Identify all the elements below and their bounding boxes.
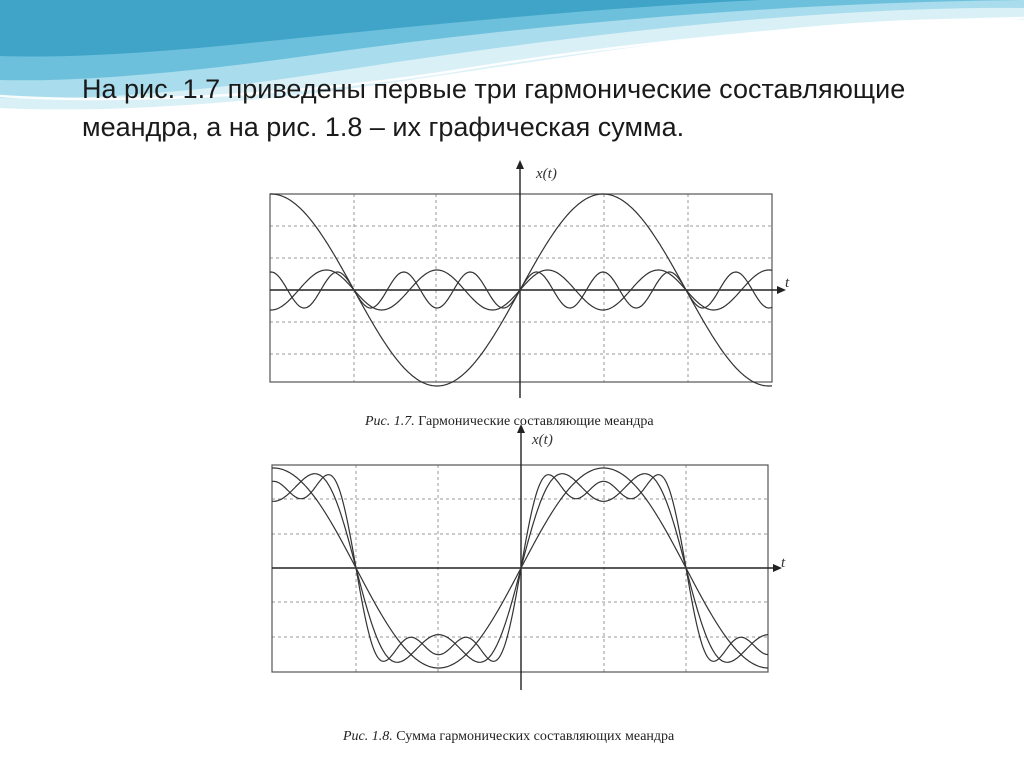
figure2-y-axis-label: x(t) [532,432,553,448]
figure1-caption-text: Гармонические составляющие меандра [414,414,654,429]
figure2-caption [343,729,674,745]
figure2-caption-text: Сумма гармонических составляющих меандра [392,729,675,744]
figure2-caption-number: Рис. 1.8. [343,729,393,744]
figure1-caption-number: Рис. 1.7. [365,414,415,429]
figure1-caption [365,414,654,430]
figure2-x-axis-label: t [781,555,786,571]
intro-text: На рис. 1.7 приведены первые три гармонические составляющие меандра, а на рис. 1.8 – их графическая сумма. [82,74,906,142]
figure1-y-axis-arrow [516,160,524,169]
figure1-x-axis-label: t [785,275,790,291]
figure1-y-axis-label: x(t) [536,166,557,182]
